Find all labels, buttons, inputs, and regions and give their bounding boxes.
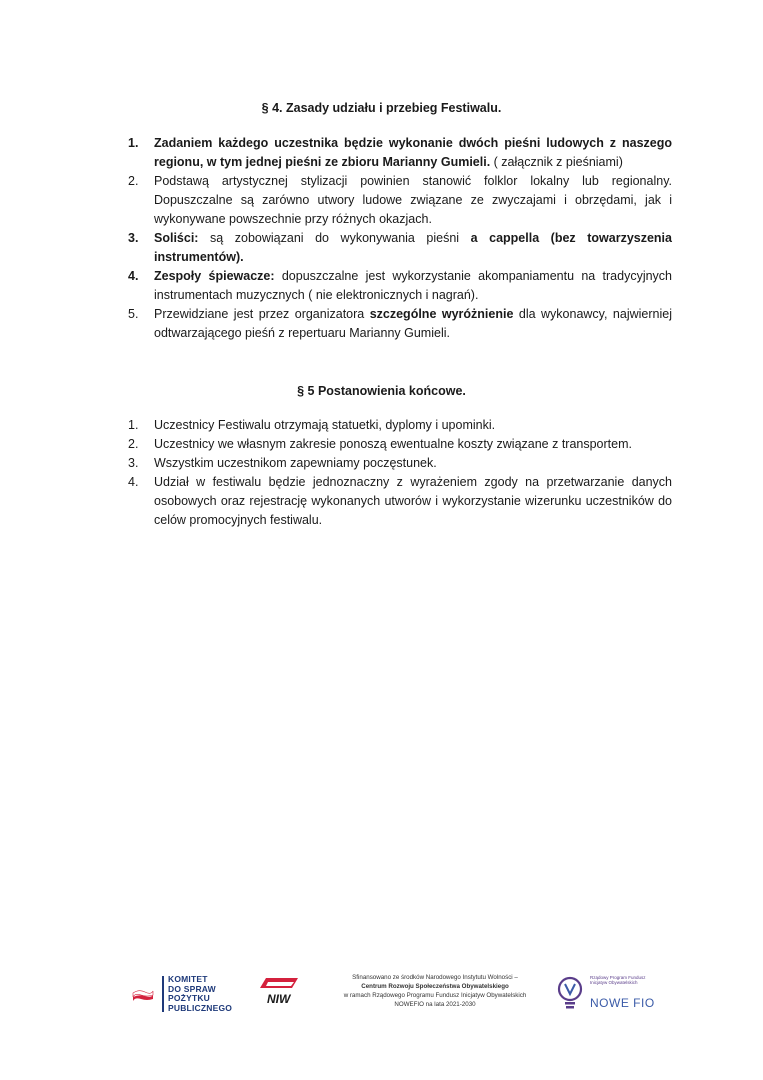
- item-bold-text: Zadaniem każdego uczestnika będzie wykonanie dwóch pieśni ludowych z naszego regionu, w tym jednej pieśni ze zbioru Marianny Gumieli.: [154, 136, 672, 169]
- kdpp-divider: [162, 976, 164, 1012]
- list-item: [128, 473, 672, 530]
- list-item: [128, 435, 672, 454]
- list-item: [128, 172, 672, 229]
- kdpp-logo-text: [168, 975, 232, 1013]
- funding-line: Centrum Rozwoju Społeczeństwa Obywatelskiego: [361, 983, 509, 990]
- section-5-list: [128, 416, 672, 530]
- item-number: 4.: [128, 269, 139, 283]
- fio-name: NOWE FIO: [590, 996, 655, 1010]
- item-text: dla wykonawcy, najwierniej odtwarzającego pieśń z repertuaru Marianny Gumieli.: [154, 307, 672, 340]
- list-item: [128, 267, 672, 305]
- niw-logo-text: NIW: [267, 992, 291, 1006]
- niw-logo: [258, 974, 304, 1006]
- list-item: [128, 454, 672, 473]
- section-4-title: § 4. Zasady udziału i przebieg Festiwalu.: [261, 101, 502, 115]
- list-item: [128, 229, 672, 267]
- list-item: [128, 134, 672, 172]
- polish-flag-icon: [131, 988, 155, 1002]
- item-text: Przewidziane jest przez organizatora: [154, 307, 370, 321]
- item-number: 5.: [128, 307, 139, 321]
- item-number: 3.: [128, 231, 139, 245]
- item-number: 4.: [128, 475, 139, 489]
- item-bold-text: szczególne wyróżnienie: [369, 307, 514, 321]
- item-text: Uczestnicy we własnym zakresie ponoszą ewentualne koszty związane z transportem.: [154, 437, 632, 451]
- kdpp-line: KOMITET: [168, 974, 208, 984]
- section-5-title: § 5 Postanowienia końcowe.: [297, 384, 466, 398]
- niw-caption: [256, 1007, 316, 1011]
- item-number: 3.: [128, 456, 139, 470]
- item-text: Uczestnicy Festiwalu otrzymają statuetki, dyplomy i upominki.: [154, 418, 496, 432]
- kdpp-line: POŻYTKU: [168, 993, 211, 1004]
- kdpp-line: DO SPRAW: [168, 983, 216, 994]
- item-text: są zobowiązani do wykonywania pieśni: [198, 231, 471, 245]
- funding-line: w ramach Rządowego Programu Fundusz Inicjatyw Obywatelskich: [343, 992, 527, 999]
- item-number: 2.: [128, 437, 139, 451]
- funding-line: NOWEFIO na lata 2021-2030: [394, 1001, 476, 1008]
- item-number: 1.: [128, 136, 139, 150]
- fio-program-text: Rządowy Program Fundusz Inicjatyw Obywatelskich: [590, 975, 646, 986]
- item-number: 2.: [128, 174, 139, 188]
- item-bold-text: Zespoły śpiewacze:: [154, 269, 275, 283]
- item-text: Udział w festiwalu będzie jednoznaczny z wyrażeniem zgody na przetwarzanie danych osobowych oraz rejestrację wykonanych utworów i wykorzystanie wizerunku uczestników do celów promocyjnych festiwalu.: [154, 475, 672, 527]
- section-4-list: [128, 134, 672, 343]
- list-item: [128, 305, 672, 343]
- item-text: ( załącznik z pieśniami): [490, 155, 623, 169]
- item-text: dopuszczalne jest wykorzystanie akompaniamentu na tradycyjnych instrumentach muzycznych ( nie elektronicznych i nagrań).: [154, 269, 672, 302]
- fio-lightbulb-icon: [555, 975, 585, 1011]
- item-bold-text: a cappella (bez towarzyszenia instrumentów).: [154, 231, 672, 264]
- item-number: 1.: [128, 418, 139, 432]
- item-text: Podstawą artystycznej stylizacji powinien stanowić folklor lokalny lub regionalny. Dopuszczalne są zarówno utwory ludowe związane ze zwyczajami i obrzędami, jak i wykonywane powszechnie przy różnych okazjach.: [154, 174, 672, 226]
- item-bold-text: Soliści:: [154, 231, 199, 245]
- funding-line: Sfinansowano ze środków Narodowego Instytutu Wolności –: [352, 974, 518, 981]
- item-text: Wszystkim uczestnikom zapewniamy poczęstunek.: [154, 456, 437, 470]
- funding-note: [320, 973, 550, 1009]
- list-item: [128, 416, 672, 435]
- kdpp-line: PUBLICZNEGO: [168, 1002, 233, 1013]
